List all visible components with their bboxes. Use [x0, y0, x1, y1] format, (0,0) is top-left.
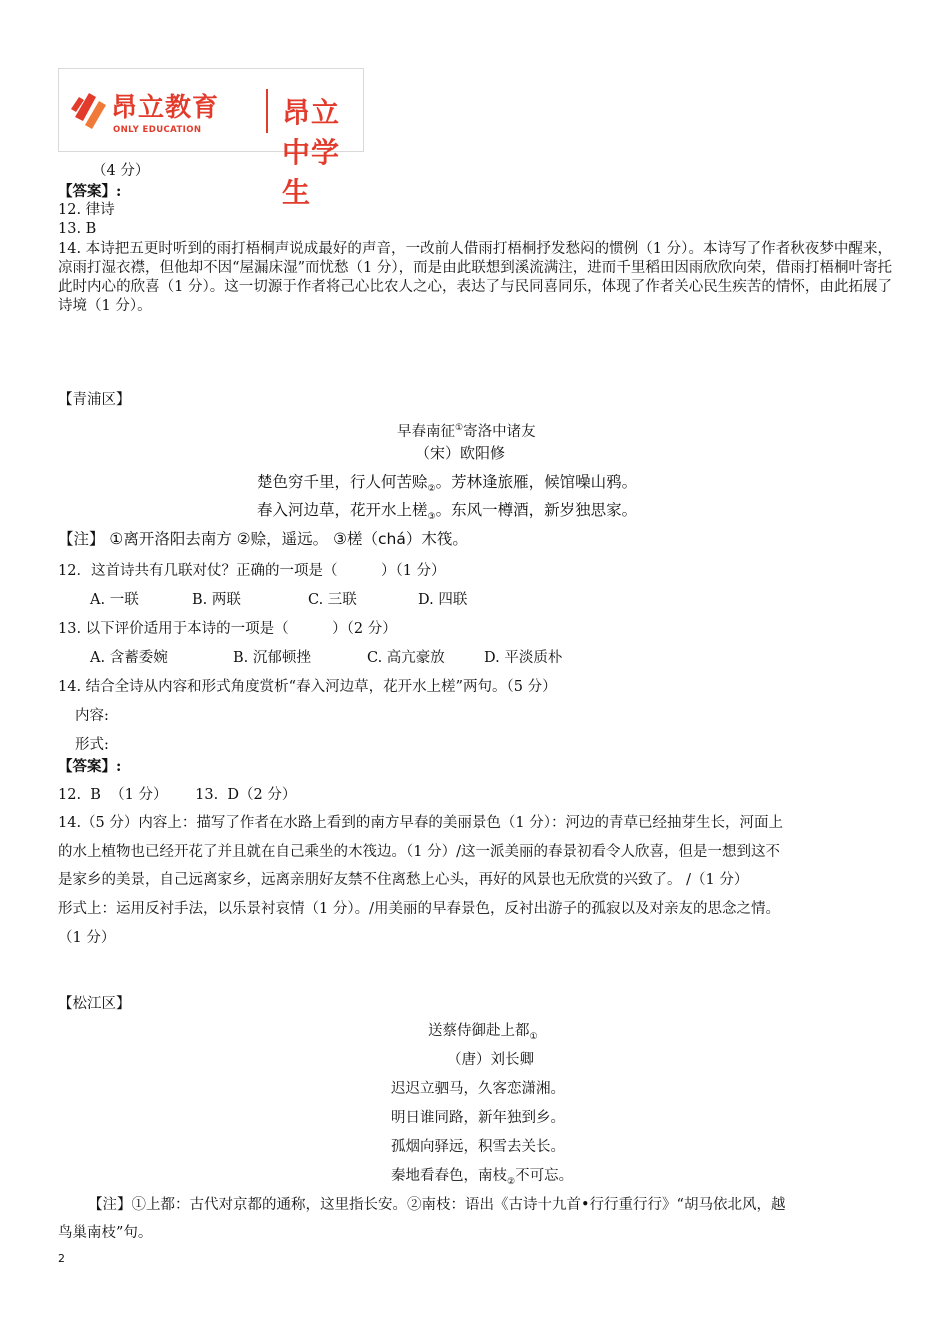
- answer-12-13: 12. B （1 分） 13. D（2 分）: [58, 787, 297, 803]
- question-13: 13. 以下评价适用于本诗的一项是（ ）（2 分）: [58, 621, 397, 637]
- only-education-logo-icon: [69, 87, 111, 131]
- answer-label: 【答案】:: [58, 758, 122, 775]
- logo-divider: [266, 89, 268, 133]
- poem-line: 孤烟向驿远，积雪去关长。: [391, 1139, 565, 1155]
- q13-option: A. 含蓄委婉: [90, 650, 168, 666]
- question-12: 12．这首诗共有几联对仗？正确的一项是（ ）（1 分）: [58, 563, 446, 579]
- poem-notes: 【注】①上都：古代对京都的通称，这里指长安。②南枝：语出《古诗十九首•行行重行行》“胡马依北风，越: [88, 1197, 786, 1213]
- q12-option: C. 三联: [308, 592, 357, 608]
- form-label: 形式:: [75, 737, 109, 753]
- poem-author: （唐）刘长卿: [447, 1052, 534, 1068]
- poem-line: 明日谁同路，新年独到乡。: [391, 1110, 565, 1126]
- poem-title: 早春南征①寄洛中诸友: [397, 423, 536, 440]
- q12-option: D. 四联: [418, 592, 468, 608]
- poem-line: 迟迟立驷马，久客恋潇湘。: [391, 1081, 565, 1097]
- answer-14-line: 的水上植物也已经开花了并且就在自己乘坐的木筏边。（1 分）/这一派美丽的春景初看令人欣喜，但是一想到这不: [58, 844, 780, 860]
- poem-notes: 鸟巢南枝”句。: [58, 1225, 153, 1241]
- answer-14: 14. 本诗把五更时听到的雨打梧桐声说成最好的声音，一改前人借雨打梧桐抒发愁闷的惯例（1 分）。本诗写了作者秋夜梦中醒来，凉雨打湿衣襟，但他却不因“屋漏床湿”而忧愁（1 分），而是由此联想到溪流满注，进而千里稻田因雨欣欣向荣，借雨打梧桐叶寄托此时内心的欣喜（1 分）。这一切源于作者将己心比农人之心，表达了与民同喜同乐，体现了作者关心民生疾苦的情怀，由此拓展了诗境（1 分）。: [58, 241, 892, 314]
- q13-option: D. 平淡质朴: [484, 650, 563, 666]
- sub-brand-name: 昂立中学生: [282, 96, 341, 209]
- answer-14-line: 是家乡的美景，自己远离家乡，远离亲朋好友禁不住离愁上心头，再好的风景也无欣赏的兴致了。 /（1 分）: [58, 872, 749, 888]
- poem-title: 送蔡侍御赴上都$_①$: [428, 1023, 538, 1042]
- answer-14-line: （1 分）: [58, 930, 116, 946]
- brand-name-cn: 昂立教育: [111, 93, 220, 123]
- question-14: 14. 结合全诗从内容和形式角度赏析“春入河边草，花开水上槎”两句。（5 分）: [58, 679, 557, 695]
- q13-option: C. 高亢豪放: [367, 650, 445, 666]
- score-note: （4 分）: [92, 163, 150, 179]
- poem-line: 秦地看春色，南枝$_②$不可忘。: [391, 1168, 574, 1187]
- answer-13: 13. B: [58, 221, 97, 237]
- poem-author: （宋）欧阳修: [415, 444, 506, 462]
- q12-option: A. 一联: [90, 592, 139, 608]
- district-heading: 【松江区】: [58, 996, 131, 1012]
- q13-option: B. 沉郁顿挫: [233, 650, 311, 666]
- answer-14-line: 形式上：运用反衬手法，以乐景衬哀情（1 分）。/用美丽的早春景色，反衬出游子的孤寂以及对亲友的思念之情。: [58, 901, 780, 917]
- content-label: 内容:: [75, 708, 109, 724]
- answer-12: 12. 律诗: [58, 202, 115, 218]
- poem-line: 春入河边草，花开水上槎$_③$。东风一樽酒，新岁独思家。: [257, 501, 638, 523]
- answer-label: 【答案】:: [58, 183, 122, 200]
- answer-14-line: 14.（5 分）内容上：描写了作者在水路上看到的南方早春的美丽景色（1 分）：河边的青草已经抽芽生长，河面上: [58, 815, 783, 831]
- page-number: 2: [58, 1252, 65, 1265]
- poem-notes: 【注】 ①离开洛阳去南方 ②赊，遥远。 ③槎（chá）木筏。: [58, 530, 468, 548]
- poem-line: 楚色穷千里，行人何苦赊$_②$。芳林逢旅雁，候馆噪山鸦。: [257, 473, 638, 495]
- district-heading: 【青浦区】: [58, 392, 131, 408]
- brand-name-en: ONLY EDUCATION: [113, 125, 202, 135]
- q12-option: B. 两联: [192, 592, 241, 608]
